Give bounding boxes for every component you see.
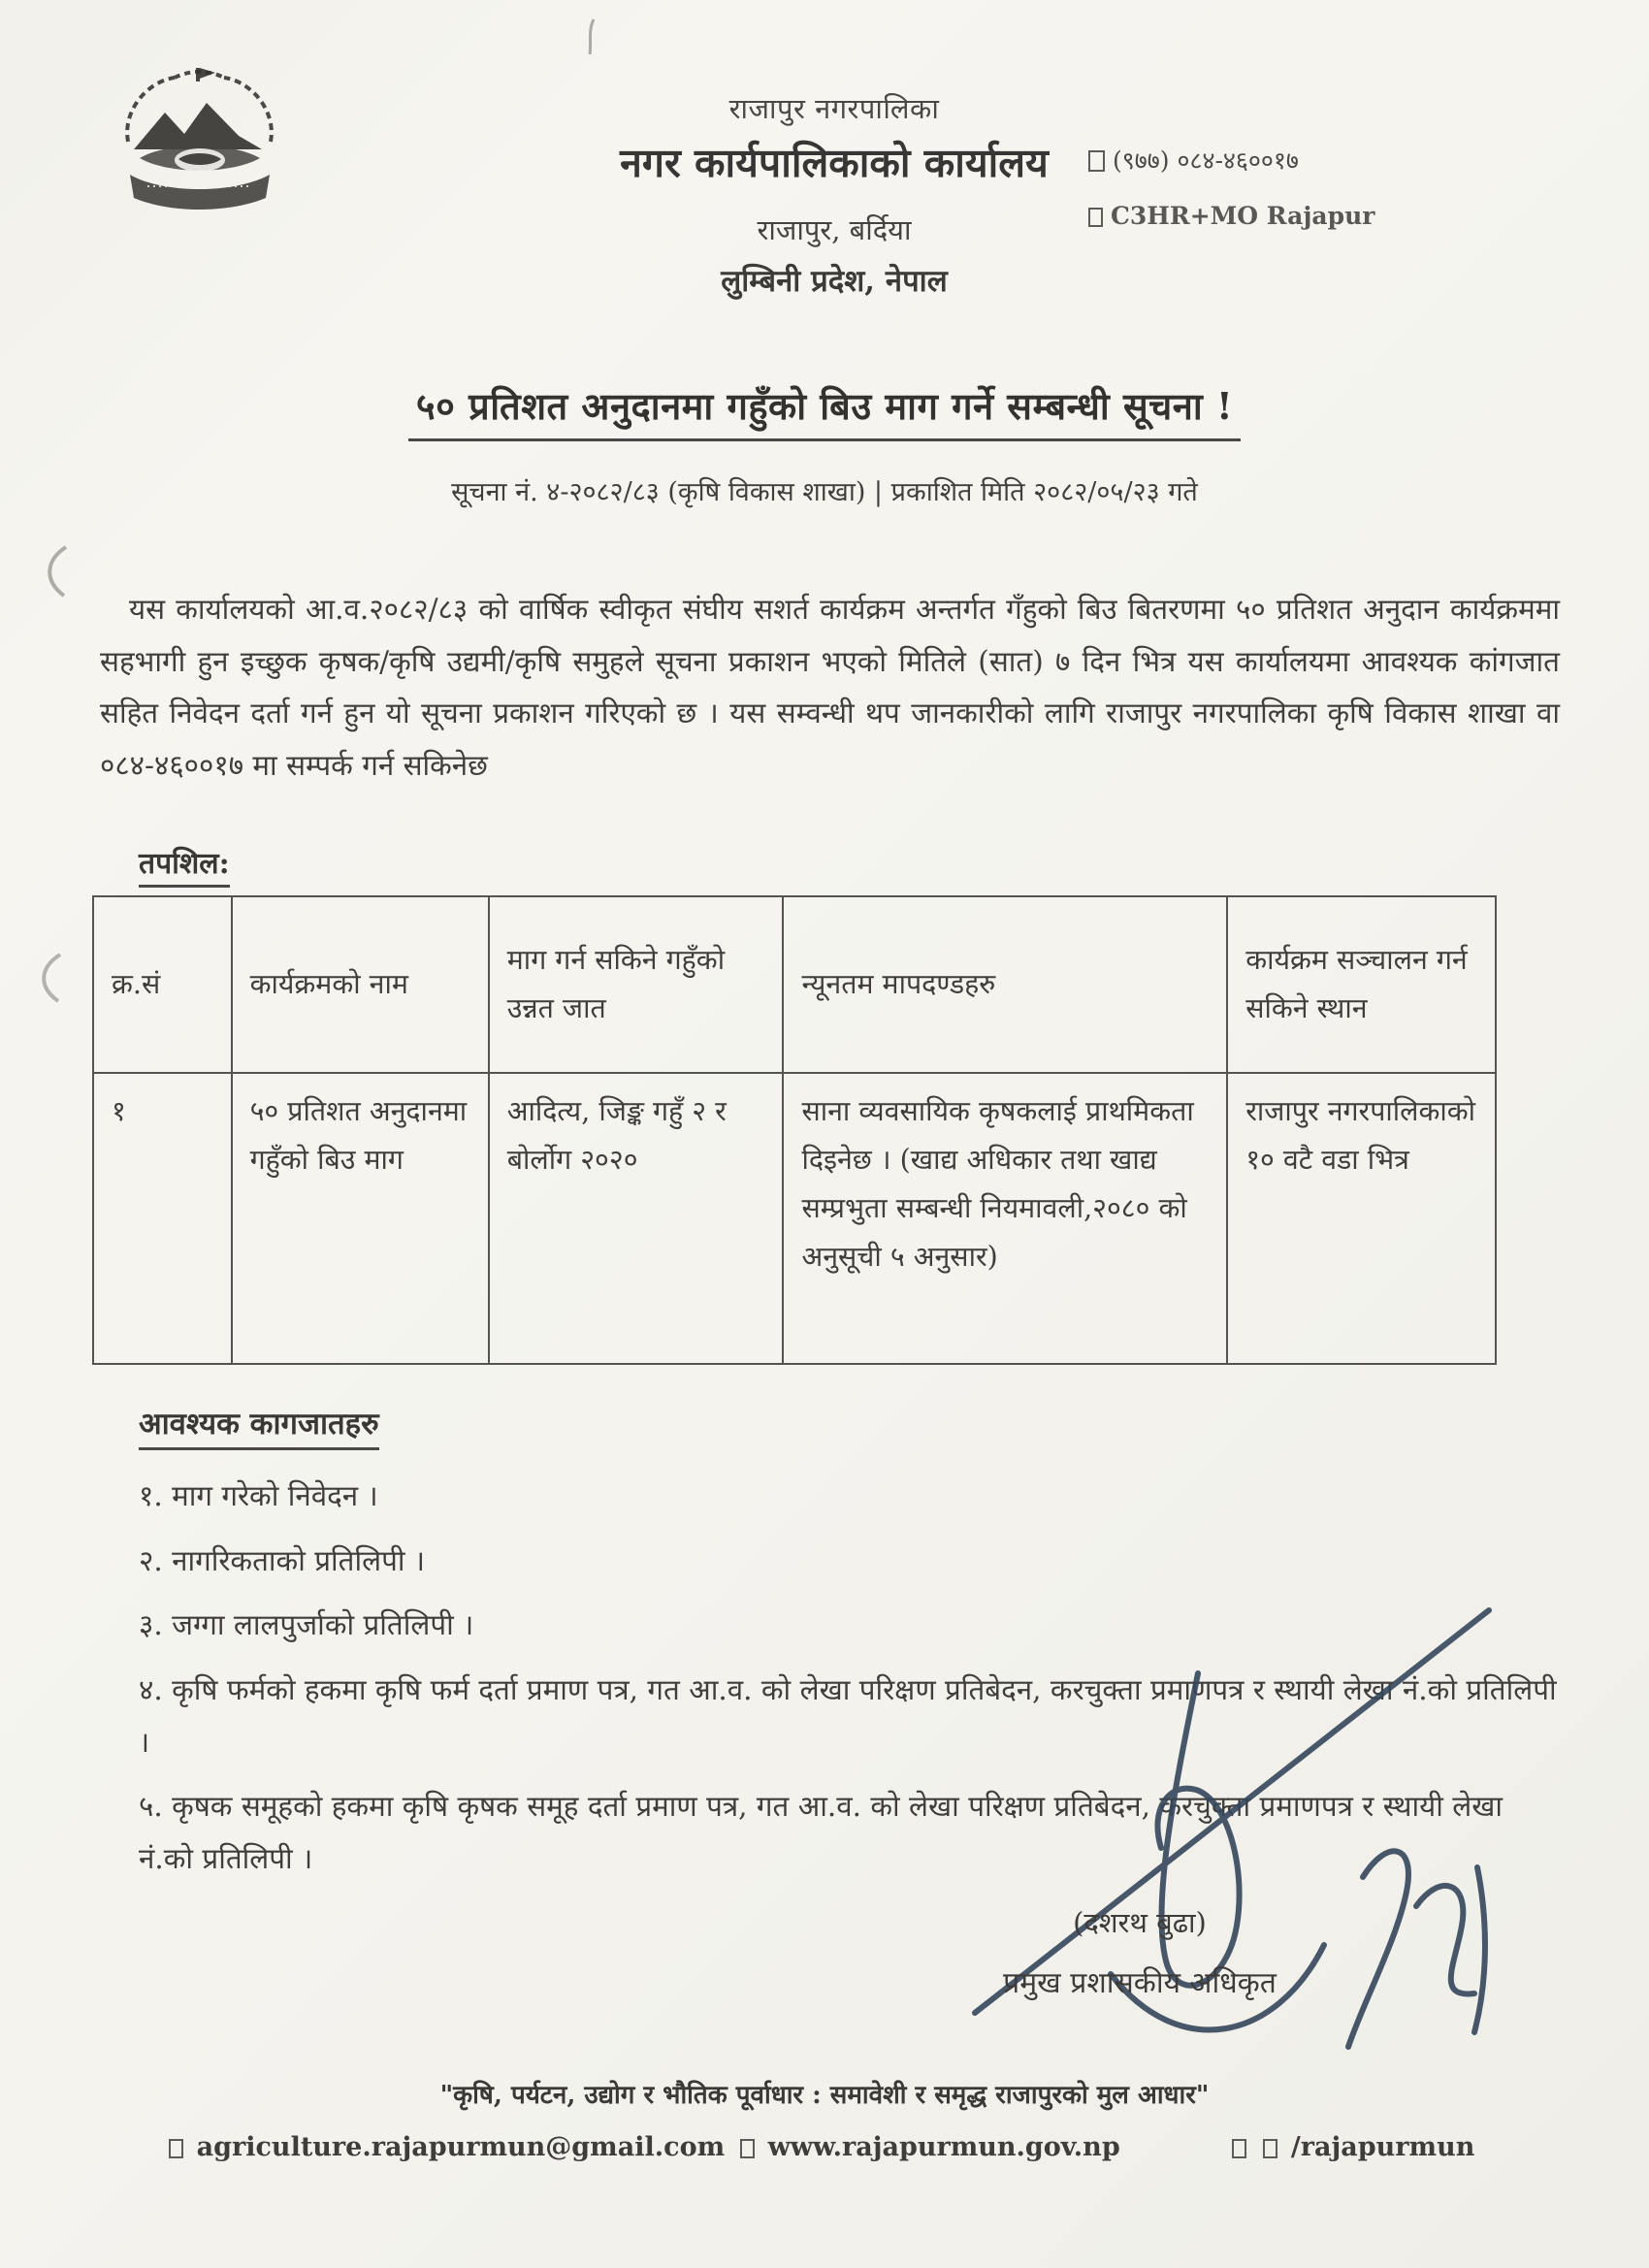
footer-email: agriculture.rajapurmun@gmail.com [196,2132,726,2162]
table-header-row [93,896,1496,1073]
notice-body: यस कार्यालयको आ.व.२०८२/८३ को वार्षिक स्वीकृत संघीय सशर्त कार्यक्रम अन्तर्गत गँहुको बिउ बितरणमा ५० प्रतिशत अनुदान कार्यक्रममा सहभागी हुन इच्छुक कृषक/कृषि उद्यमी/कृषि समुहले सूचना प्रकाशन भएको मितिले (सात) ७ दिन भित्र यस कार्यालयमा आवश्यक कांगजात सहित निवेदन दर्ता गर्न हुन यो सूचना प्रकाशन गरिएको छ । यस सम्वन्धी थप जानकारीको लागि राजापुर नगरपालिका कृषि विकास शाखा वा ०८४-४६००१७ मा सम्पर्क गर्न सकिनेछ [100,593,1560,783]
header-criteria: न्यूनतम मापदण्डहरु [783,896,1227,1073]
footer-slogan: "कृषि, पर्यटन, उद्योग र भौतिक पूर्वाधार : समावेशी र समृद्ध राजापुरको मुल आधार" [439,2081,1210,2110]
cell-place: राजापुर नगरपालिकाको १० वटै वडा भित्र [1227,1073,1496,1364]
signatory-name: (दशरथ बुढा) [1073,1906,1207,1939]
municipality-name: राजापुर नगरपालिका [728,92,940,125]
address-district: राजापुर, बर्दिया [757,213,912,246]
phone-number: (९७७) ०८४-४६००१७ [1113,146,1299,175]
phone-icon [1088,150,1105,172]
footer-contact-line [0,2132,1649,2162]
scan-mark [29,949,68,1007]
notice-title: ५० प्रतिशत अनुदानमा गहुँको बिउ माग गर्ने सम्बन्धी सूचना ! [408,380,1241,441]
details-table [92,895,1497,1365]
phone-line [1088,144,1374,177]
header-program-name: कार्यक्रमको नाम [232,896,489,1073]
header-place: कार्यक्रम सञ्चालन गर्न सकिने स्थान [1227,896,1496,1073]
list-item: ३. जग्गा लालपुर्जाको प्रतिलिपी । [139,1608,474,1642]
list-item: ५. कृषक समूहको हकमा कृषि कृषक समूह दर्ता प्रमाण पत्र, गत आ.व. को लेखा परिक्षण प्रतिबेदन, करचुक्ता प्रमाणपत्र र स्थायी लेखा नं.को प्रतिलिपी । [139,1790,1504,1876]
cell-criteria: साना व्यवसायिक कृषकलाई प्राथमिकता दिइनेछ । (खाद्य अधिकार तथा खाद्य सम्प्रभुता सम्बन्धी नियमावली,२०८० को अनुसूची ५ अनुसार) [783,1073,1227,1364]
cell-variety: आदित्य, जिङ्क गहुँ २ र बोर्लोग २०२० [489,1073,784,1364]
header-serial: क्र.सं [93,896,232,1073]
header-variety: माग गर्न सकिने गहुँको उन्नत जात [489,896,784,1073]
footer-website: www.rajapurmun.gov.np [767,2132,1120,2162]
scan-mark [37,543,76,601]
email-icon [169,2139,183,2158]
plus-code: C3HR+MO Rajapur [1111,202,1375,230]
contact-block [1088,144,1374,230]
notice-meta: सूचना नं. ४-२०८२/८३ (कृषि विकास शाखा) | प्रकाशित मिति २०८२/०५/२३ गते [451,477,1198,507]
address-province: लुम्बिनी प्रदेश, नेपाल [721,264,948,299]
list-item: १. माग गरेको निवेदन । [139,1479,378,1512]
signatory-designation: प्रमुख प्रशासकीय अधिकृत [1003,1966,1277,2000]
list-item: ४. कृषि फर्मको हकमा कृषि फर्म दर्ता प्रमाण पत्र, गत आ.व. को लेखा परिक्षण प्रतिबेदन, करचुक्ता प्रमाणपत्र र स्थायी लेखा नं.को प्रतिलिपी । [139,1673,1557,1759]
title-wrap [0,380,1649,441]
website-icon [740,2139,755,2158]
footer-social-handle: /rajapurmun [1290,2132,1475,2162]
location-icon [1088,208,1103,227]
documents-heading: आवश्यक कागजातहरु [139,1403,379,1450]
municipality-logo [114,66,284,216]
social-icon-1 [1232,2139,1246,2158]
office-name: नगर कार्यपालिकाको कार्यालय [620,140,1049,186]
details-heading: तपशिल: [139,842,230,888]
list-item: २. नागरिकताको प्रतिलिपी । [139,1543,426,1577]
scan-mark [582,17,601,56]
cell-program-name: ५० प्रतिशत अनुदानमा गहुँको बिउ माग [232,1073,489,1364]
cell-serial: १ [93,1073,232,1364]
handwritten-signature [907,1557,1528,2110]
plus-code-line [1088,202,1374,230]
table-row [93,1073,1496,1364]
social-icon-2 [1263,2139,1277,2158]
